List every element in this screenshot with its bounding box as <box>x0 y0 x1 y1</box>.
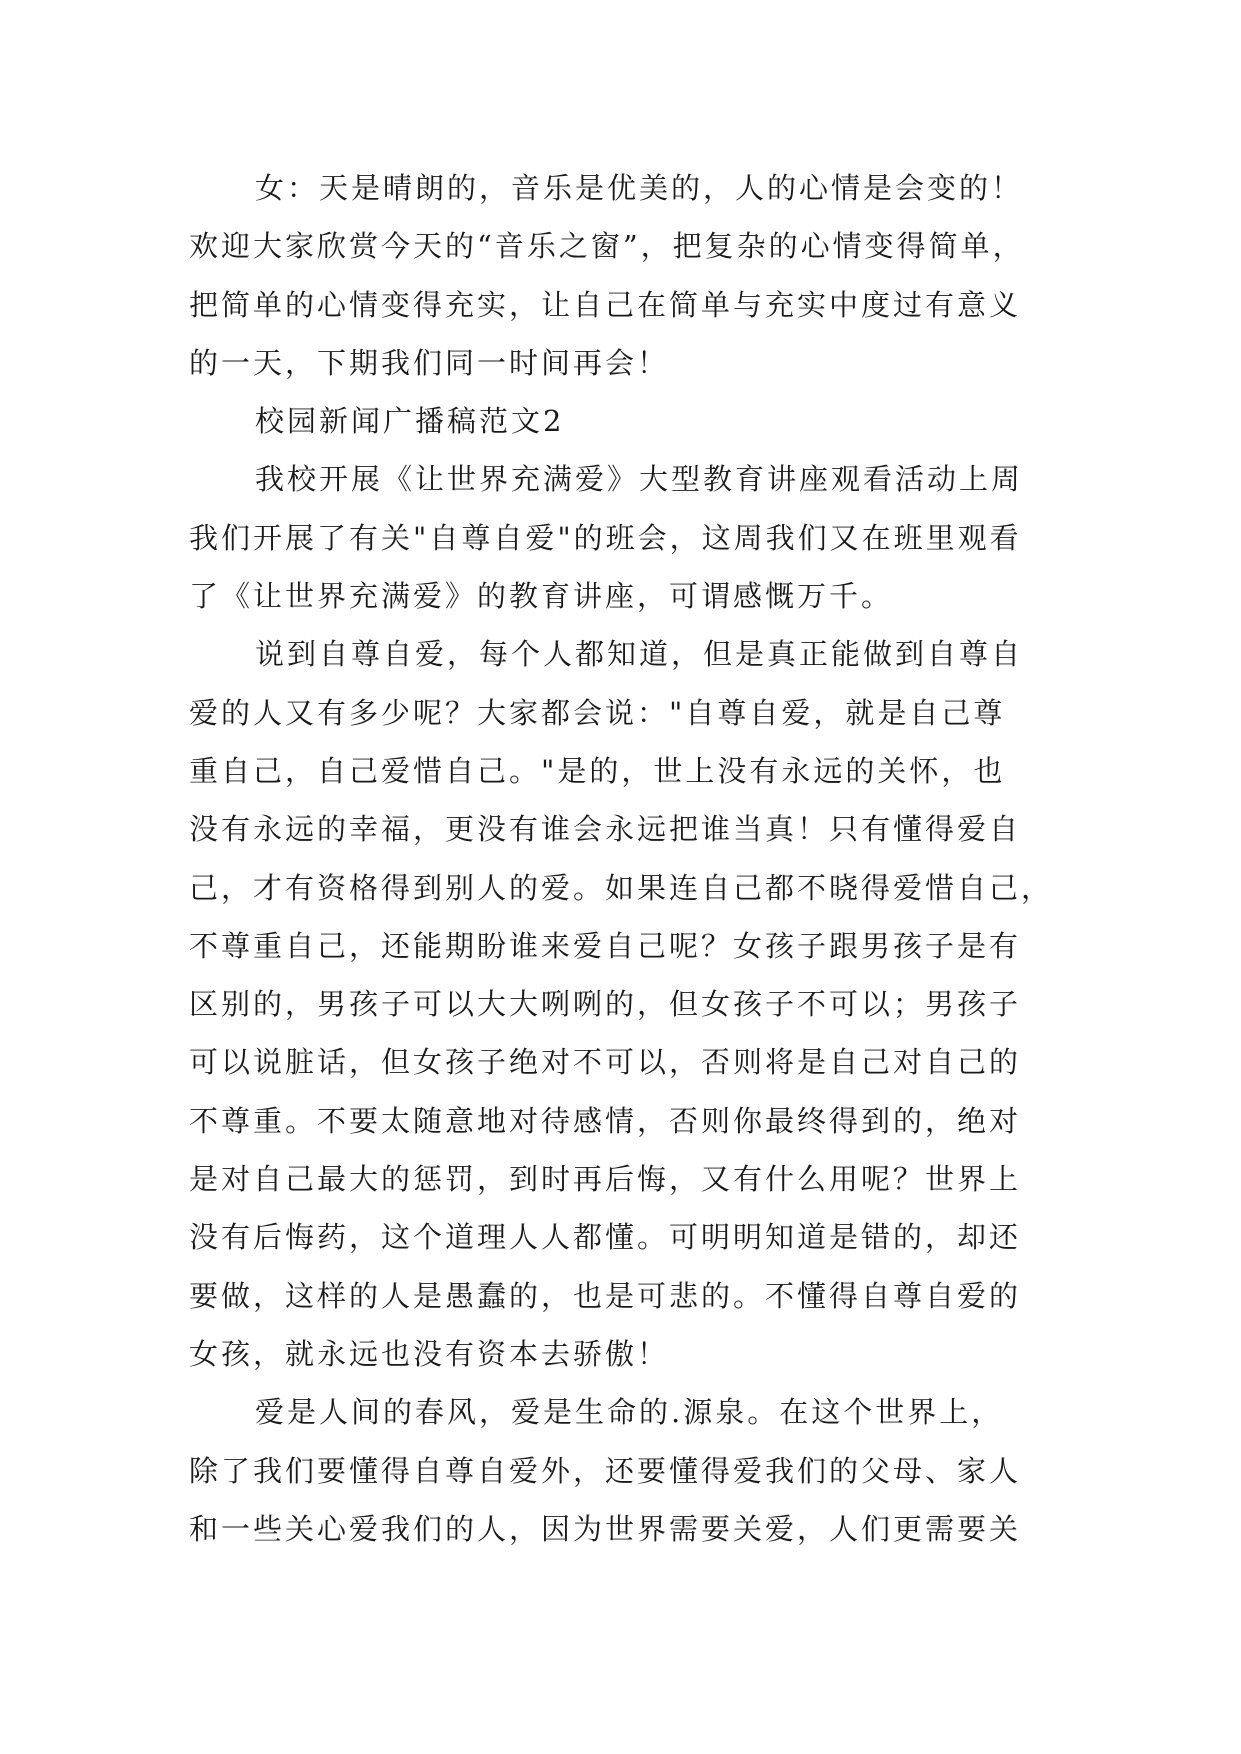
document-body <box>189 159 1059 1558</box>
text-line: 不尊重自己，还能期盼谁来爱自己呢？女孩子跟男孩子是有 <box>189 928 1022 963</box>
section-heading: 校园新闻广播稿范文2 <box>255 404 565 439</box>
text-line: 女孩，就永远也没有资本去骄傲！ <box>189 1336 670 1371</box>
text-line: 女：天是晴朗的，音乐是优美的，人的心情是会变的！ <box>255 171 1024 205</box>
text-line: 除了我们要懂得自尊自爱外，还要懂得爱我们的父母、家人 <box>189 1453 1022 1488</box>
text-line: 爱的人又有多少呢？大家都会说："自尊自爱，就是自己尊 <box>189 695 1006 730</box>
text-line: 己，才有资格得到别人的爱。如果连自己都不晓得爱惜自己， <box>189 870 1054 905</box>
text-line: 是对自己最大的惩罚，到时再后悔，又有什么用呢？世界上 <box>189 1162 1022 1197</box>
text-line: 重自己，自己爱惜自己。"是的，世上没有永远的关怀，也 <box>189 753 1006 788</box>
text-line: 把简单的心情变得充实，让自己在简单与充实中度过有意义 <box>189 287 1022 322</box>
text-line: 不尊重。不要太随意地对待感情，否则你最终得到的，绝对 <box>189 1103 1022 1138</box>
text-line: 和一些关心爱我们的人，因为世界需要关爱，人们更需要关 <box>189 1511 1022 1546</box>
text-line: 说到自尊自爱，每个人都知道，但是真正能做到自尊自 <box>255 637 1024 672</box>
text-line: 要做，这样的人是愚蠢的，也是可悲的。不懂得自尊自爱的 <box>189 1278 1022 1313</box>
text-line: 没有后悔药，这个道理人人都懂。可明明知道是错的，却还 <box>189 1220 1022 1255</box>
text-line: 了《让世界充满爱》的教育讲座，可谓感慨万千。 <box>189 579 894 614</box>
text-line: 区别的，男孩子可以大大咧咧的，但女孩子不可以；男孩子 <box>189 987 1022 1022</box>
text-line: 没有永远的幸福，更没有谁会永远把谁当真！只有懂得爱自 <box>189 812 1022 847</box>
text-line: 我校开展《让世界充满爱》大型教育讲座观看活动上周 <box>255 462 1024 497</box>
text-line: 爱是人间的春风，爱是生命的.源泉。在这个世界上， <box>255 1395 1004 1430</box>
text-line: 可以说脏话，但女孩子绝对不可以，否则将是自己对自己的 <box>189 1045 1022 1080</box>
text-line: 的一天，下期我们同一时间再会！ <box>189 345 670 380</box>
text-line: 欢迎大家欣赏今天的“音乐之窗”，把复杂的心情变得简单， <box>189 229 1025 264</box>
text-line: 我们开展了有关"自尊自爱"的班会，这周我们又在班里观看 <box>189 520 1022 555</box>
